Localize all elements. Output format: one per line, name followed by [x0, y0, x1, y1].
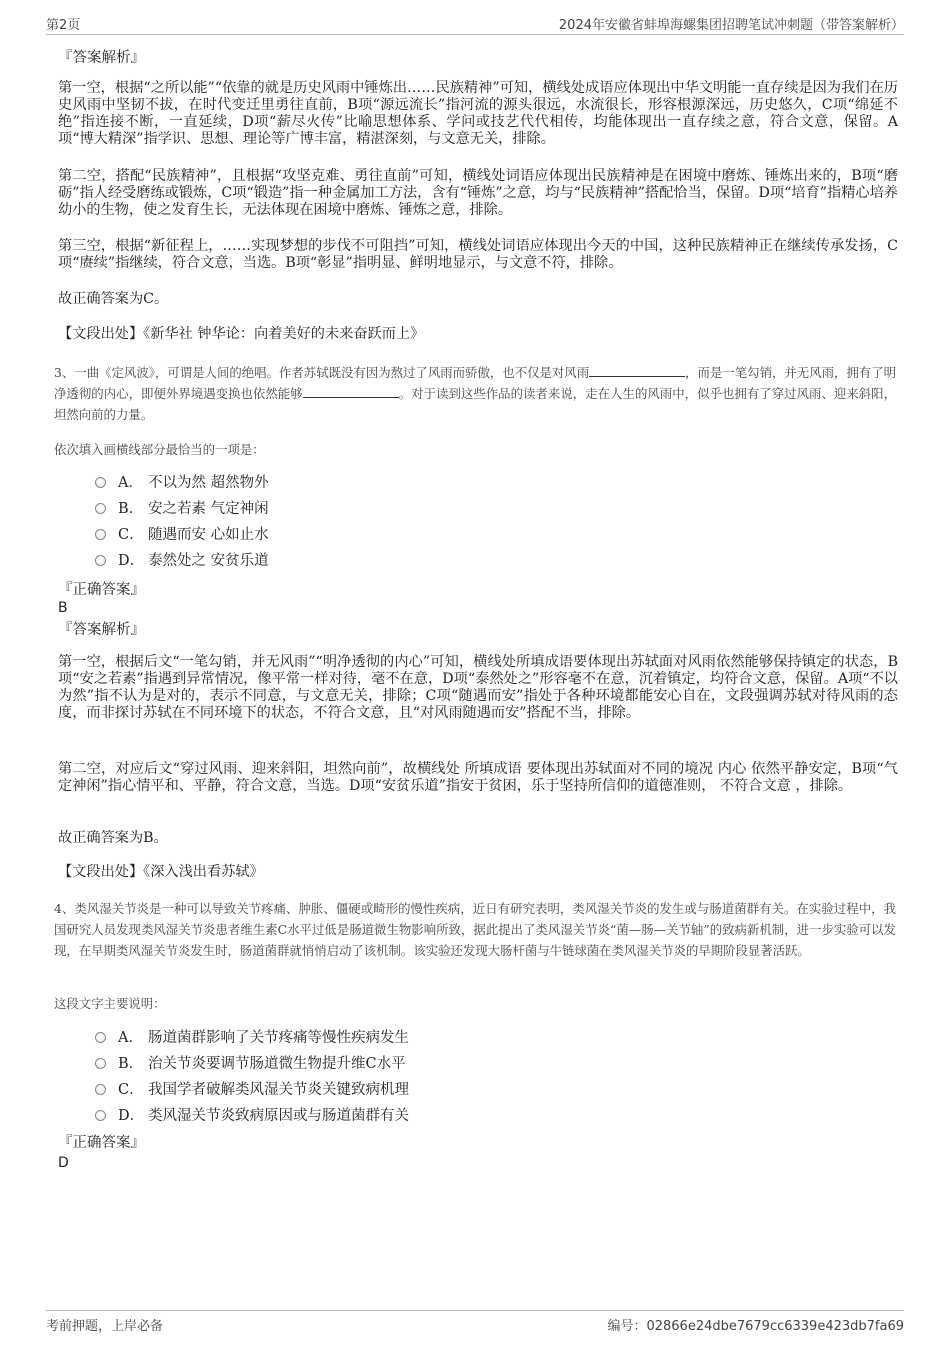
- q3-analysis-paragraph-1: 第一空，根据后文“一笔勾销，并无风雨”“明净透彻的内心”可知，横线处所填成语要体现出苏轼面对风雨依然能够保持镇定的状态，B项“安之若素”指遇到异常情况，像平常一样对待，毫不在意，D项“泰然处之”形容毫不在意，沉着镇定，均符合文意，保留。A项“不以为然”指不认为是对的，表示不同意，与文意无关，排除；C项“随遇而安”指处于各种环境都能安心自在，文段强调苏轼对待风雨的态度，而非探讨苏轼在不同环境下的状态，不符合文意，且“对风雨随遇而安”搭配不当，排除。: [58, 654, 898, 721]
- q2-analysis-paragraph-2: 第二空，搭配“民族精神”，且根据“攻坚克难、勇往直前”可知，横线处词语应体现出民族精神是在困境中磨炼、锤炼出来的，B项“磨砺”指人经受磨练或锻炼，C项“锻造”指一种金属加工方法，含有“锤炼”之意，均与“民族精神”搭配恰当，保留。D项“培育”指精心培养幼小的生物，使之发育生长，无法体现在困境中磨炼、锤炼之意，排除。: [58, 168, 898, 218]
- q3-source: 【文段出处】《深入浅出看苏轼》: [58, 864, 264, 880]
- q3-prompt: 依次填入画横线部分最恰当的一项是：: [54, 442, 265, 457]
- page-footer: [46, 1310, 904, 1333]
- q4-option-a[interactable]: A． 肠道菌群影响了关节疼痛等慢性疾病发生: [95, 1027, 409, 1049]
- document-code: 编号：02866e24dbe7679cc6339e423db7fa69: [607, 1319, 904, 1334]
- q4-option-d[interactable]: D． 类风湿关节炎致病原因或与肠道菌群有关: [95, 1105, 409, 1127]
- radio-icon[interactable]: [95, 1032, 106, 1043]
- radio-icon[interactable]: [95, 555, 106, 566]
- q4-question-text: 4、类风湿关节炎是一种可以导致关节疼痛、肿胀、僵硬或畸形的慢性疾病，近日有研究表明，类风湿关节炎的发生或与肠道菌群有关。在实验过程中，我国研究人员发现类风湿关节炎患者维生素C水平过低是肠道微生物影响所致，据此提出了类风湿关节炎“菌—肠—关节轴”的致病新机制，进一步实验可以发现，在早期类风湿关节炎发生时，肠道菌群就悄悄启动了该机制。该实验还发现大肠杆菌与牛链球菌在类风湿关节炎的早期阶段显著活跃。: [54, 901, 896, 958]
- radio-icon[interactable]: [95, 529, 106, 540]
- q2-source: 【文段出处】《新华社 钟华论：向着美好的未来奋跃而上》: [58, 326, 425, 342]
- q3-analysis-paragraph-2: 第二空，对应后文“穿过风雨、迎来斜阳，坦然向前”，故横线处 所填成语 要体现出苏轼面对不同的境况 内心 依然平静安定，B项“气定神闲”指心情平和、平静，符合文意，当选。D项“安贫乐道”指安于贫困，乐于坚持所信仰的道德准则， 不符合文意 ，排除。: [58, 761, 898, 794]
- radio-icon[interactable]: [95, 1110, 106, 1121]
- footer-tagline: 考前押题，上岸必备: [46, 1319, 164, 1334]
- q2-analysis-paragraph-1: 第一空，根据“之所以能”“依靠的就是历史风雨中锤炼出……民族精神”可知，横线处成语应体现出中华文明能一直存续是因为我们在历史风雨中坚韧不拔，在时代变迁里勇往直前，B项“源远流长”指河流的源头很远，水流很长，形容根源深远，历史悠久，C项“绵延不绝”指连接不断，一直延续，D项“薪尽火传”比喻思想体系、学问或技艺代代相传，均能体现出一直存续之意，符合文意，保留。A项“博大精深”指学识、思想、理论等广博丰富，精湛深刻，与文意无关，排除。: [58, 80, 898, 147]
- q4-option-b[interactable]: B． 治关节炎要调节肠道微生物提升维C水平: [95, 1053, 406, 1075]
- answer-blank-1[interactable]: [589, 364, 685, 377]
- q4-option-c[interactable]: C． 我国学者破解类风湿关节炎关键致病机理: [95, 1079, 409, 1101]
- q4-prompt: 这段文字主要说明：: [54, 996, 166, 1011]
- q3-analysis-label: 『答案解析』: [58, 622, 145, 638]
- q3-option-d[interactable]: D． 泰然处之 安贫乐道: [95, 550, 269, 572]
- q3-correct-answer: B: [58, 600, 68, 616]
- page-number: 第2页: [46, 18, 81, 33]
- q2-analysis-label: 『答案解析』: [58, 50, 145, 66]
- q3-conclusion: 故正确答案为B。: [58, 830, 168, 846]
- radio-icon[interactable]: [95, 1058, 106, 1069]
- q3-option-c[interactable]: C． 随遇而安 心如止水: [95, 524, 269, 546]
- answer-blank-2[interactable]: [303, 385, 399, 398]
- q3-question-text: 3、一曲《定风波》，可谓是人间的绝唱。作者苏轼既没有因为熬过了风雨而骄傲，也不仅是对风雨 ，而是一笔勾销，并无风雨，拥有了明净透彻的内心，即便外界境遇变换也依然能够 。对于读到这些作品的读者来说，走在人生的风雨中，似乎也拥有了穿过风雨、迎来斜阳，坦然向前的力量。: [54, 365, 897, 422]
- q3-option-a[interactable]: A． 不以为然 超然物外: [95, 472, 269, 494]
- q3-correct-answer-label: 『正确答案』: [58, 582, 145, 598]
- radio-icon[interactable]: [95, 477, 106, 488]
- q2-conclusion: 故正确答案为C。: [58, 291, 169, 307]
- radio-icon[interactable]: [95, 503, 106, 514]
- q4-correct-answer-label: 『正确答案』: [58, 1135, 145, 1151]
- page-header: [46, 12, 904, 35]
- q3-option-b[interactable]: B． 安之若素 气定神闲: [95, 498, 269, 520]
- radio-icon[interactable]: [95, 1084, 106, 1095]
- document-title: 2024年安徽省蚌埠海螺集团招聘笔试冲刺题（带答案解析）: [558, 18, 904, 33]
- q2-analysis-paragraph-3: 第三空，根据“新征程上，……实现梦想的步伐不可阻挡”可知，横线处词语应体现出今天的中国，这种民族精神正在继续传承发扬，C项“赓续”指继续，符合文意，当选。B项“彰显”指明显、鲜明地显示，与文意不符，排除。: [58, 238, 898, 271]
- q4-correct-answer: D: [58, 1155, 69, 1171]
